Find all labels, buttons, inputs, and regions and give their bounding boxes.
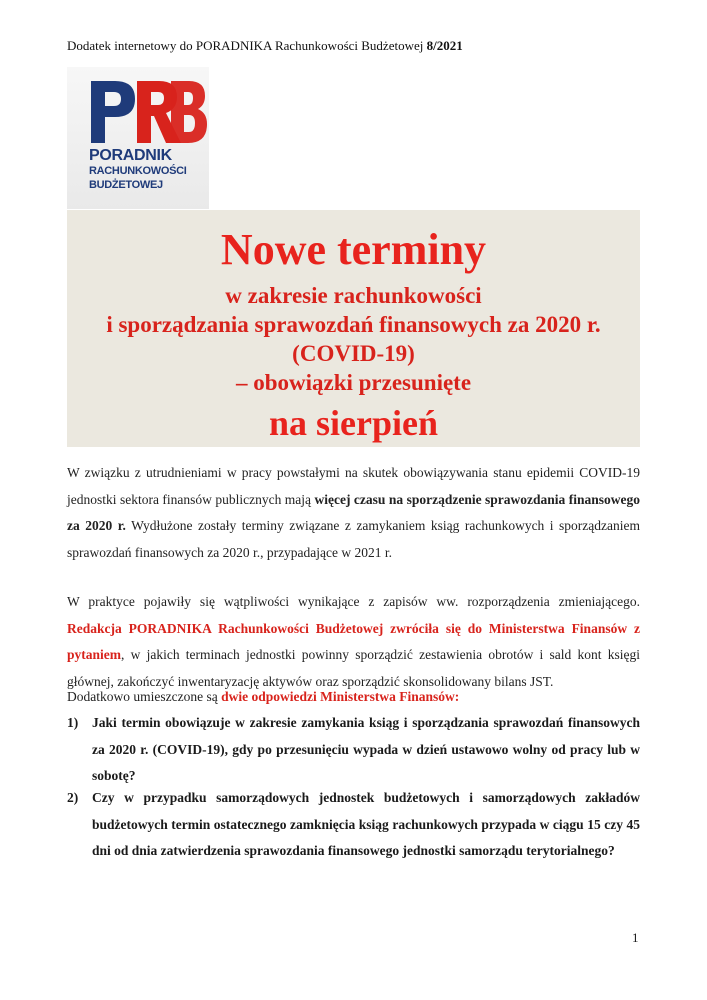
practice-text-end: , w jakich terminach jednostki powinny sporządzić zestawienia obrotów i sald kont księgi głównej, zakończyć inwentaryzację aktywów oraz sporządzić skonsolidowany bilans JST. — [67, 647, 640, 689]
paragraph-intro — [67, 460, 640, 566]
paragraph-practice — [67, 589, 640, 695]
paragraph-additional — [67, 684, 640, 711]
additional-highlight: dwie odpowiedzi Ministerstwa Finansów: — [221, 689, 460, 704]
title-line-1: w zakresie rachunkowości — [225, 283, 482, 308]
title-line-2: i sporządzania sprawozdań finansowych za 2020 r. — [106, 312, 601, 337]
page-number: 1 — [632, 930, 639, 945]
title-banner — [67, 210, 640, 447]
header-issue: 8/2021 — [426, 38, 463, 53]
practice-text: W praktyce pojawiły się wątpliwości wynikające z zapisów ww. rozporządzenia zmieniającego. — [67, 594, 640, 609]
question-2 — [67, 785, 640, 865]
intro-text: W związku z utrudnieniami w pracy powstałymi na skutek obowiązywania stanu epidemii COVID-19 jednostki sektora finansów publicznych mają — [67, 465, 640, 507]
logo-line-3: BUDŻETOWEJ — [89, 179, 163, 191]
intro-text-end: Wydłużone zostały terminy związane z zamykaniem ksiąg rachunkowych i sporządzaniem sprawozdań finansowych za 2020 r., przypadające w 2021 r. — [67, 518, 640, 560]
question-1 — [67, 710, 640, 790]
title-main: Nowe terminy — [220, 225, 487, 274]
title-ending: na sierpień — [268, 403, 438, 443]
prb-logo — [67, 67, 209, 209]
question-number: 2) — [67, 790, 79, 805]
additional-text: Dodatkowo umieszczone są — [67, 689, 222, 704]
question-text: Jaki termin obowiązuje w zakresie zamykania ksiąg i sporządzania sprawozdań finansowych za 2020 r. (COVID-19), gdy po przesunięciu wypada w dzień ustawowo wolny od pracy lub w sobotę? — [92, 715, 640, 783]
practice-highlight: Redakcja PORADNIKA Rachunkowości Budżetowej zwróciła się do Ministerstwa Finansów z pytaniem — [67, 620, 640, 662]
title-line-4: – obowiązki przesunięte — [235, 370, 472, 395]
title-line-3: (COVID-19) — [292, 341, 415, 366]
question-number: 1) — [67, 715, 79, 730]
page-header — [67, 38, 463, 54]
logo-line-2: RACHUNKOWOŚCI — [89, 165, 187, 177]
intro-bold: więcej czasu na sporządzenie sprawozdania finansowego za 2020 r. — [67, 491, 641, 533]
logo-line-1: PORADNIK — [89, 147, 172, 164]
header-text: Dodatek internetowy do PORADNIKA Rachunkowości Budżetowej — [67, 38, 424, 53]
question-text: Czy w przypadku samorządowych jednostek budżetowych i samorządowych zakładów budżetowych termin ostatecznego zamknięcia ksiąg rachunkowych przypada w ciągu 15 czy 45 dni od dnia zatwierdzenia sprawozdania finansowego jednostki samorządu terytorialnego? — [92, 790, 640, 858]
